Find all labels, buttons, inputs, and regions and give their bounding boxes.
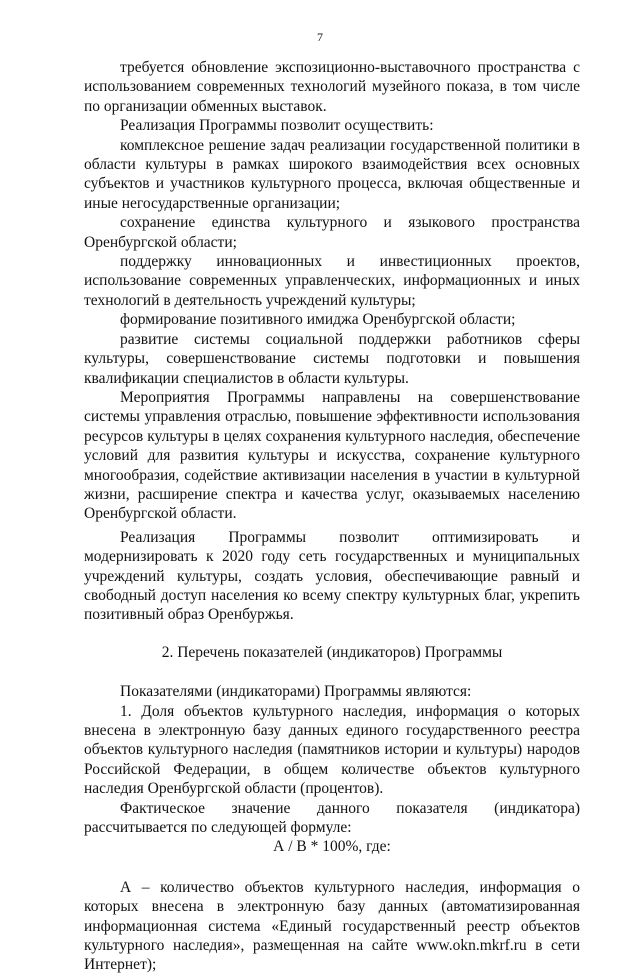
section-heading: 2. Перечень показателей (индикаторов) Программы [161, 643, 503, 661]
paragraph-positive-image: формирование позитивного имиджа Оренбургской области; [120, 311, 516, 329]
page-number: 7 [317, 30, 323, 44]
paragraph-indicator-1: 1. Доля объектов культурного наследия, информация о которых внесена в электронную базу данных единого государственного реестра объектов культурного наследия (памятников истории и культуры) народов Российской Федерации, в общем количестве объектов культурного наследия Оренбургской области (процентов). [84, 702, 580, 798]
paragraph-exhibition-space: требуется обновление экспозиционно-выставочного пространства с использованием современных технологий музейного показа, в том числе по организации обменных выставок. [84, 59, 580, 115]
paragraph-program-measures: Мероприятия Программы направлены на совершенствование системы управления отраслью, повышение эффективности использования ресурсов культуры в целях сохранения культурного наследия, обеспечение условий для развития культуры и искусства, сохранение культурного многообразия, содействие активизации населения в участии в культурной жизни, расширение спектра и качества услуг, оказываемых населению Оренбургской области. [84, 388, 580, 523]
formula: А / В * 100%, где: [273, 838, 391, 856]
paragraph-cultural-unity: сохранение единства культурного и языкового пространства Оренбургской области; [84, 214, 580, 251]
document-body [84, 58, 580, 975]
paragraph-innovation-support: поддержку инновационных и инвестиционных проектов, использование современных управленческих, информационных и иных технологий в деятельность учреждений культуры; [84, 253, 580, 309]
paragraph-definition-a: А – количество объектов культурного наследия, информация о которых внесена в электронную базу данных (автоматизированная информационная система «Единый государственный реестр объектов культурного наследия», размещенная на сайте www.okn.mkrf.ru в сети Интернет); [84, 878, 580, 974]
paragraph-complex-solution: комплексное решение задач реализации государственной политики в области культуры в рамках широкого взаимодействия всех основных субъектов и участников культурного процесса, включая общественные и иные негосударственные организации; [84, 136, 580, 212]
paragraph-formula-intro: Фактическое значение данного показателя (индикатора) рассчитывается по следующей формуле: [84, 799, 580, 837]
paragraph-program-allows: Реализация Программы позволит осуществить: [120, 117, 434, 135]
paragraph-social-support: развитие системы социальной поддержки работников сферы культуры, совершенствование системы подготовки и повышения квалификации специалистов в области культуры. [84, 330, 580, 387]
paragraph-program-optimize: Реализация Программы позволит оптимизировать и модернизировать к 2020 году сеть государственных и муниципальных учреждений культуры, создать условия, обеспечивающие равный и свободный доступ населения ко всему спектру культурных благ, укрепить позитивный образ Оренбуржья. [84, 528, 580, 624]
paragraph-indicators-intro: Показателями (индикаторами) Программы являются: [120, 683, 472, 701]
